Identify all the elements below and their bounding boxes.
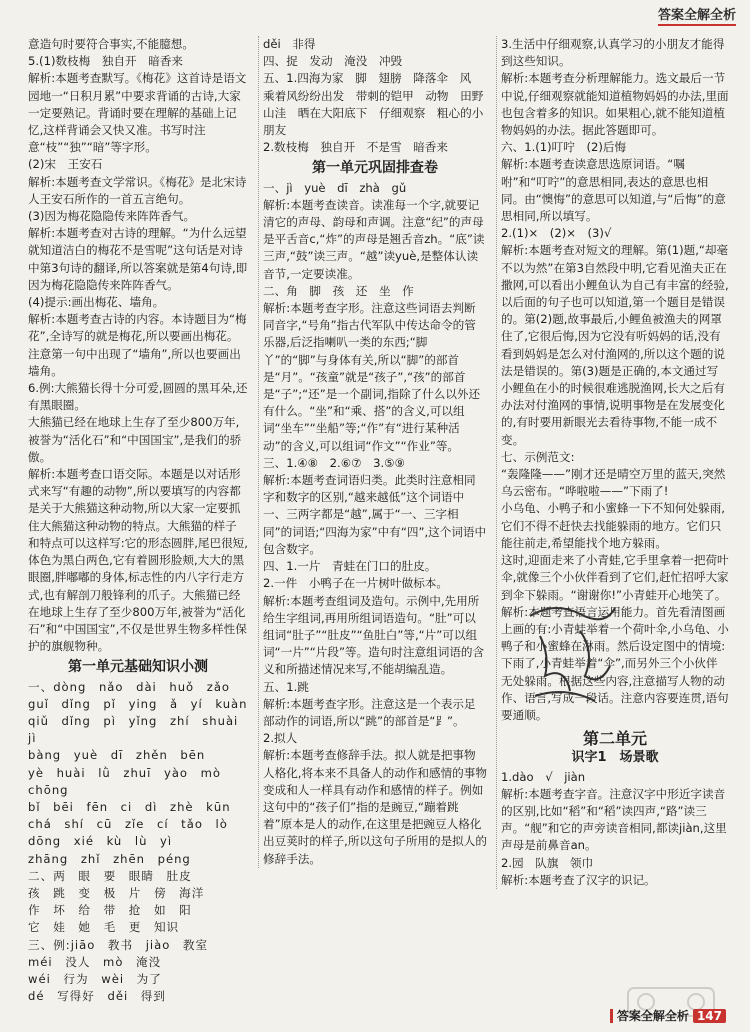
answer-paragraph: 解析:本题考查词语归类。此类时注意相同字和数字的区别,“越来越低”这个词语中一、三两字都是“越”,属于“一、三字相同”的词语;“四海为家”中有“四”,这个词语中包含数字。 xyxy=(263,473,487,556)
answer-paragraph: 解析:本题考查组词及造句。示例中,先用所给生字组词,再用所组词语造句。“肚”可以组词“肚子”“肚皮”“鱼肚白”等,“片”可以组词“一片”“片段”等。造句时注意组词语的含义和所描述情况来写,不能胡编乱造。 xyxy=(263,593,485,677)
answer-paragraph: 解析:本题考查口语交际。本题是以对话形式来写“有趣的动物”,所以要填写的内容都是关于大熊猫这种动物,所以大家一定要抓住大熊猫这种动物的特点。大熊猫的样子和特点可以这样写:它的形态圆胖,尾巴很短,体色为黑白两色,它有着圆形脸颊,大大的黑眼圈,胖嘟嘟的身体,标志性的内八字行走方式,也有解剖刀般锋利的爪子。大熊猫已经在地球上生存了至少800万年,被誉为“活化石”和“中国国宝”,不仅是世界生物多样性保护的旗舰物种。 xyxy=(28,467,248,654)
header-brand: 答案全解全析 xyxy=(658,4,736,26)
answer-line: bǐ bēi fēn ci dì zhè kūn xyxy=(28,799,231,814)
section-heading-unit1-quiz: 第一单元基础知识小测 xyxy=(68,659,208,676)
footer-label: 答案全解全析 xyxy=(616,1009,689,1023)
answer-paragraph: (3)因为梅花隐隐传来阵阵香气。 xyxy=(28,209,196,224)
answer-line: guǐ dǐng pǐ ying ǎ yí kuàn xyxy=(28,696,248,711)
footer-bar xyxy=(610,1009,613,1023)
answer-paragraph: “轰隆隆——”刚才还是晴空万里的蓝天,突然乌云密布。“哗啦啦——”下雨了! xyxy=(501,467,726,499)
column-left-tail xyxy=(28,679,251,1006)
answer-line: chá shí cū zǐe cí tǎo lò xyxy=(28,817,228,832)
answer-paragraph: 2.(1)× (2)× (3)√ xyxy=(501,226,612,241)
answer-paragraph: 解析:本题考查了汉字的识记。 xyxy=(501,872,656,887)
page-number: 147 xyxy=(693,1009,726,1023)
answer-paragraph: 解析:本题考查对古诗的理解。“为什么远望就知道洁白的梅花不是雪呢”这句话是对诗中第3句诗的翻译,所以答案就是第4句诗,即因为梅花隐隐传来阵阵香气。 xyxy=(28,226,248,292)
answer-paragraph: 小乌龟、小鸭子和小蜜蜂一下不知何处躲雨,它们不得不赶快去找能躲雨的地方。它们只能往前走,希望能找个地方躲雨。 xyxy=(501,501,725,550)
answer-paragraph: děi 非得 xyxy=(263,37,316,51)
answer-paragraph: 解析:本题考查字形。注意这些词语去判断同音字,“号角”指古代军队中传达命令的管乐器,后泛指喇叭一类的东西;“脚丫”的“脚”与身体有关,所以“脚”的部首是“月”。“孩童”就是“孩子”,“孩”的部首是“子”;“还”是一个副词,指除了什么以外还有什么。“坐”和“乘、搭”的含义,可以组词“坐车”“坐船”等;“作”有“进行某种活动”的含义,可以组词“作文”“作业”等。 xyxy=(263,301,481,453)
answer-line: 二、两 眼 要 眼睛 肚皮 xyxy=(28,868,192,883)
answer-paragraph: 解析:本题考查字音。注意汉字中形近字读音的区别,比如“稻”和“稻”读四声,“路”读三声。“舰”和它的声旁读音相同,都读jiàn,这里声母是前鼻音an。 xyxy=(501,786,727,853)
answer-paragraph: 三、1.④⑧ 2.⑥⑦ 3.⑤⑨ xyxy=(263,455,405,470)
answer-paragraph: 2.数枝梅 独自开 不是雪 暗香来 xyxy=(263,140,448,155)
answer-paragraph: (4)提示:画出梅花、墙角。 xyxy=(28,295,165,310)
answer-line: 它 娃 她 毛 更 知识 xyxy=(28,920,180,935)
answer-line: bàng yuè dī zhěn bēn xyxy=(28,748,206,763)
answer-paragraph: 大熊猫已经在地球上生存了至少800万年,被誉为“活化石”和“中国国宝”,是我们的骄傲。 xyxy=(28,415,242,464)
answer-paragraph: 七、示例范文: xyxy=(501,449,575,464)
answer-paragraph: 解析:本题考查分析理解能力。选文最后一节中说,仔细观察就能知道植物妈妈的办法,里面也包含着多的知识。如果粗心,就不能知道植物妈妈的办法。据此答题即可。 xyxy=(501,71,729,138)
answer-paragraph: 解析:本题考查古诗的内容。本诗题目为“梅花”,全诗写的就是梅花,所以要画出梅花。注意第一句中出现了“墙角”,所以也要画出墙角。 xyxy=(28,312,247,378)
answer-line: wéi 行为 wèi 为了 xyxy=(28,971,162,986)
answer-line: 三、例:jiāo 教书 jiào 教室 xyxy=(28,937,209,952)
answer-line: zhāng zhǐ zhēn péng xyxy=(28,851,191,866)
answer-paragraph: 2.拟人 xyxy=(263,731,298,746)
answer-paragraph: 解析:本题考查文学常识。《梅花》是北宋诗人王安石所作的一首五言绝句。 xyxy=(28,174,247,206)
answer-paragraph: 解析:本题考查字形。注意这是一个表示足部动作的词语,所以“跳”的部首是“⻊”。 xyxy=(263,696,476,728)
answer-paragraph: 解析:本题考查语言运用能力。首先看清图画上画的有:小青蛙举着一个荷叶伞,小乌龟、小鸭子和小蜜蜂在淋雨。然后设定图中的情境:下雨了,小青蛙举着“伞”,而另外三个小伙伴无处躲雨。根据这些内容,注意描写人物的动作、语言,写成一段话。注意内容要连贯,语句要通顺。 xyxy=(501,604,729,722)
answer-paragraph: 解析:本题考查修辞手法。拟人就是把事物人格化,将本来不具备人的动作和感情的事物变成和人一样具有动作和感情的样子。例如这句中的“孩子们”指的是豌豆,“蹦着跳着”原本是人的动作,在这里是把豌豆人格化出豆荚时的样子,所以这句子所用的是拟人的修辞手法。 xyxy=(263,748,487,866)
answer-line: 孩 跳 变 极 片 傍 海洋 xyxy=(28,885,205,900)
answer-line: 作 坏 给 带 抢 如 阳 xyxy=(28,903,192,918)
answer-paragraph: 五、1.四海为家 脚 翅膀 降落伞 风 乘着风纷纷出发 带刺的铠甲 动物 田野 山洼 晒在大阳底下 仔细观察 粗心的小朋友 xyxy=(263,71,495,138)
column-right-tail xyxy=(501,769,729,889)
answer-paragraph: 6.例:大熊猫长得十分可爱,圆圆的黑耳朵,还有黑眼圈。 xyxy=(28,381,248,413)
answer-paragraph: 四、1.一片 青蛙在门口的肚皮。 xyxy=(263,559,437,574)
answer-paragraph: 2.园 队旗 领巾 xyxy=(501,855,594,870)
handwriting-scribble xyxy=(525,596,620,706)
column-middle-top xyxy=(263,36,495,156)
answer-paragraph: 二、角 脚 孩 还 坐 作 xyxy=(263,283,414,298)
answer-paragraph: 解析:本题考查默写。《梅花》这首诗是语文园地一“日积月累”中要求背诵的古诗,大家一定要熟记。背诵时要在理解的基础上记忆,这样背诵会又快又准。书写时注意“枝”“独”“暗”等字形。 xyxy=(28,71,247,155)
answer-line: yè huài lǜ zhuī yào mò chōng xyxy=(28,765,234,797)
answer-paragraph: 1.dào √ jiàn xyxy=(501,769,586,784)
answer-paragraph: 2.一件 小鸭子在一片树叶做标本。 xyxy=(263,576,448,591)
column-middle-body xyxy=(263,180,487,868)
answer-paragraph: 意造句时要符合事实,不能臆想。 xyxy=(28,37,194,51)
answer-line: qiǔ dǐng pì yǐng zhí shuài jì xyxy=(28,713,251,746)
answer-paragraph: 3.生活中仔细观察,认真学习的小朋友才能得到这些知识。 xyxy=(501,37,725,69)
section-heading-unit2: 第二单元 xyxy=(582,729,647,749)
column-left xyxy=(28,36,251,1005)
section-subheading-lesson: 识字1 场景歌 xyxy=(571,750,659,766)
column-right xyxy=(496,36,729,889)
answer-paragraph: 5.(1)数枝梅 独自开 暗香来 xyxy=(28,54,184,69)
answer-paragraph: 六、1.(1)叮咛 (2)后悔 xyxy=(501,140,627,155)
answer-paragraph: 这时,迎面走来了小青蛙,它手里拿着一把荷叶伞,就像三个小伙伴看到了它们,赶忙招呼大家到伞下躲雨。“谢谢你!”小青蛙开心地笑了。 xyxy=(501,553,729,602)
answer-line: dé 写得好 děi 得到 xyxy=(28,989,166,1004)
answer-paragraph: 解析:本题考查对短文的理解。第(1)题,“却毫不以为然”在第3自然段中明,它看见渔夫正在撒网,可以看出小鲤鱼认为自己有丰富的经验,以后面的句子也可以知道,第一个题目是错误的。第(2)题,故事最后,小鲤鱼被渔夫的网罩住了,它很后悔,因为它没有听妈妈的话,没有看到妈妈是怎么对付渔网的,所以这个题的说法是错误的。第(3)题是正确的,本文通过写小鲤鱼在小的时候很难逃脱渔网,长大之后有办法对付渔网的事情,说明事物是在发展变化的,有时要用新眼光去看待事物,不能一成不变。 xyxy=(501,243,729,447)
answer-line: dōng xié kù lù yì xyxy=(28,834,173,849)
answer-paragraph: 解析:本题考查读意思选原词语。“嘱咐”和“叮咛”的意思相同,表达的意思也相同。由“懊悔”的意思可以知道,与“后悔”的意思相同,所以填写。 xyxy=(501,157,726,224)
answer-paragraph: 四、捉 发动 淹没 冲毁 xyxy=(263,54,403,69)
answer-paragraph: 五、1.跳 xyxy=(263,679,309,694)
answer-paragraph: 解析:本题考查读音。读准每一个字,就要记清它的声母、韵母和声调。注意“纪”的声母是平舌音c,“炸”的声母是翘舌音zh。“底”读三声,“鼓”读三声。“越”读yuè,是整体认读音节,一定要读准。 xyxy=(263,197,485,281)
answer-paragraph: (2)宋 王安石 xyxy=(28,157,103,172)
page-footer xyxy=(610,1007,726,1024)
section-heading-unit1-review: 第一单元巩固排查卷 xyxy=(312,160,438,177)
column-middle xyxy=(258,36,495,868)
answer-line: 一、dòng nǎo dài huǒ zǎo xyxy=(28,679,231,694)
column-left-paragraphs xyxy=(28,36,248,655)
answer-paragraph: 一、jì yuè dī zhà gǔ xyxy=(263,180,407,195)
answer-line: méi 没人 mò 淹没 xyxy=(28,954,162,969)
